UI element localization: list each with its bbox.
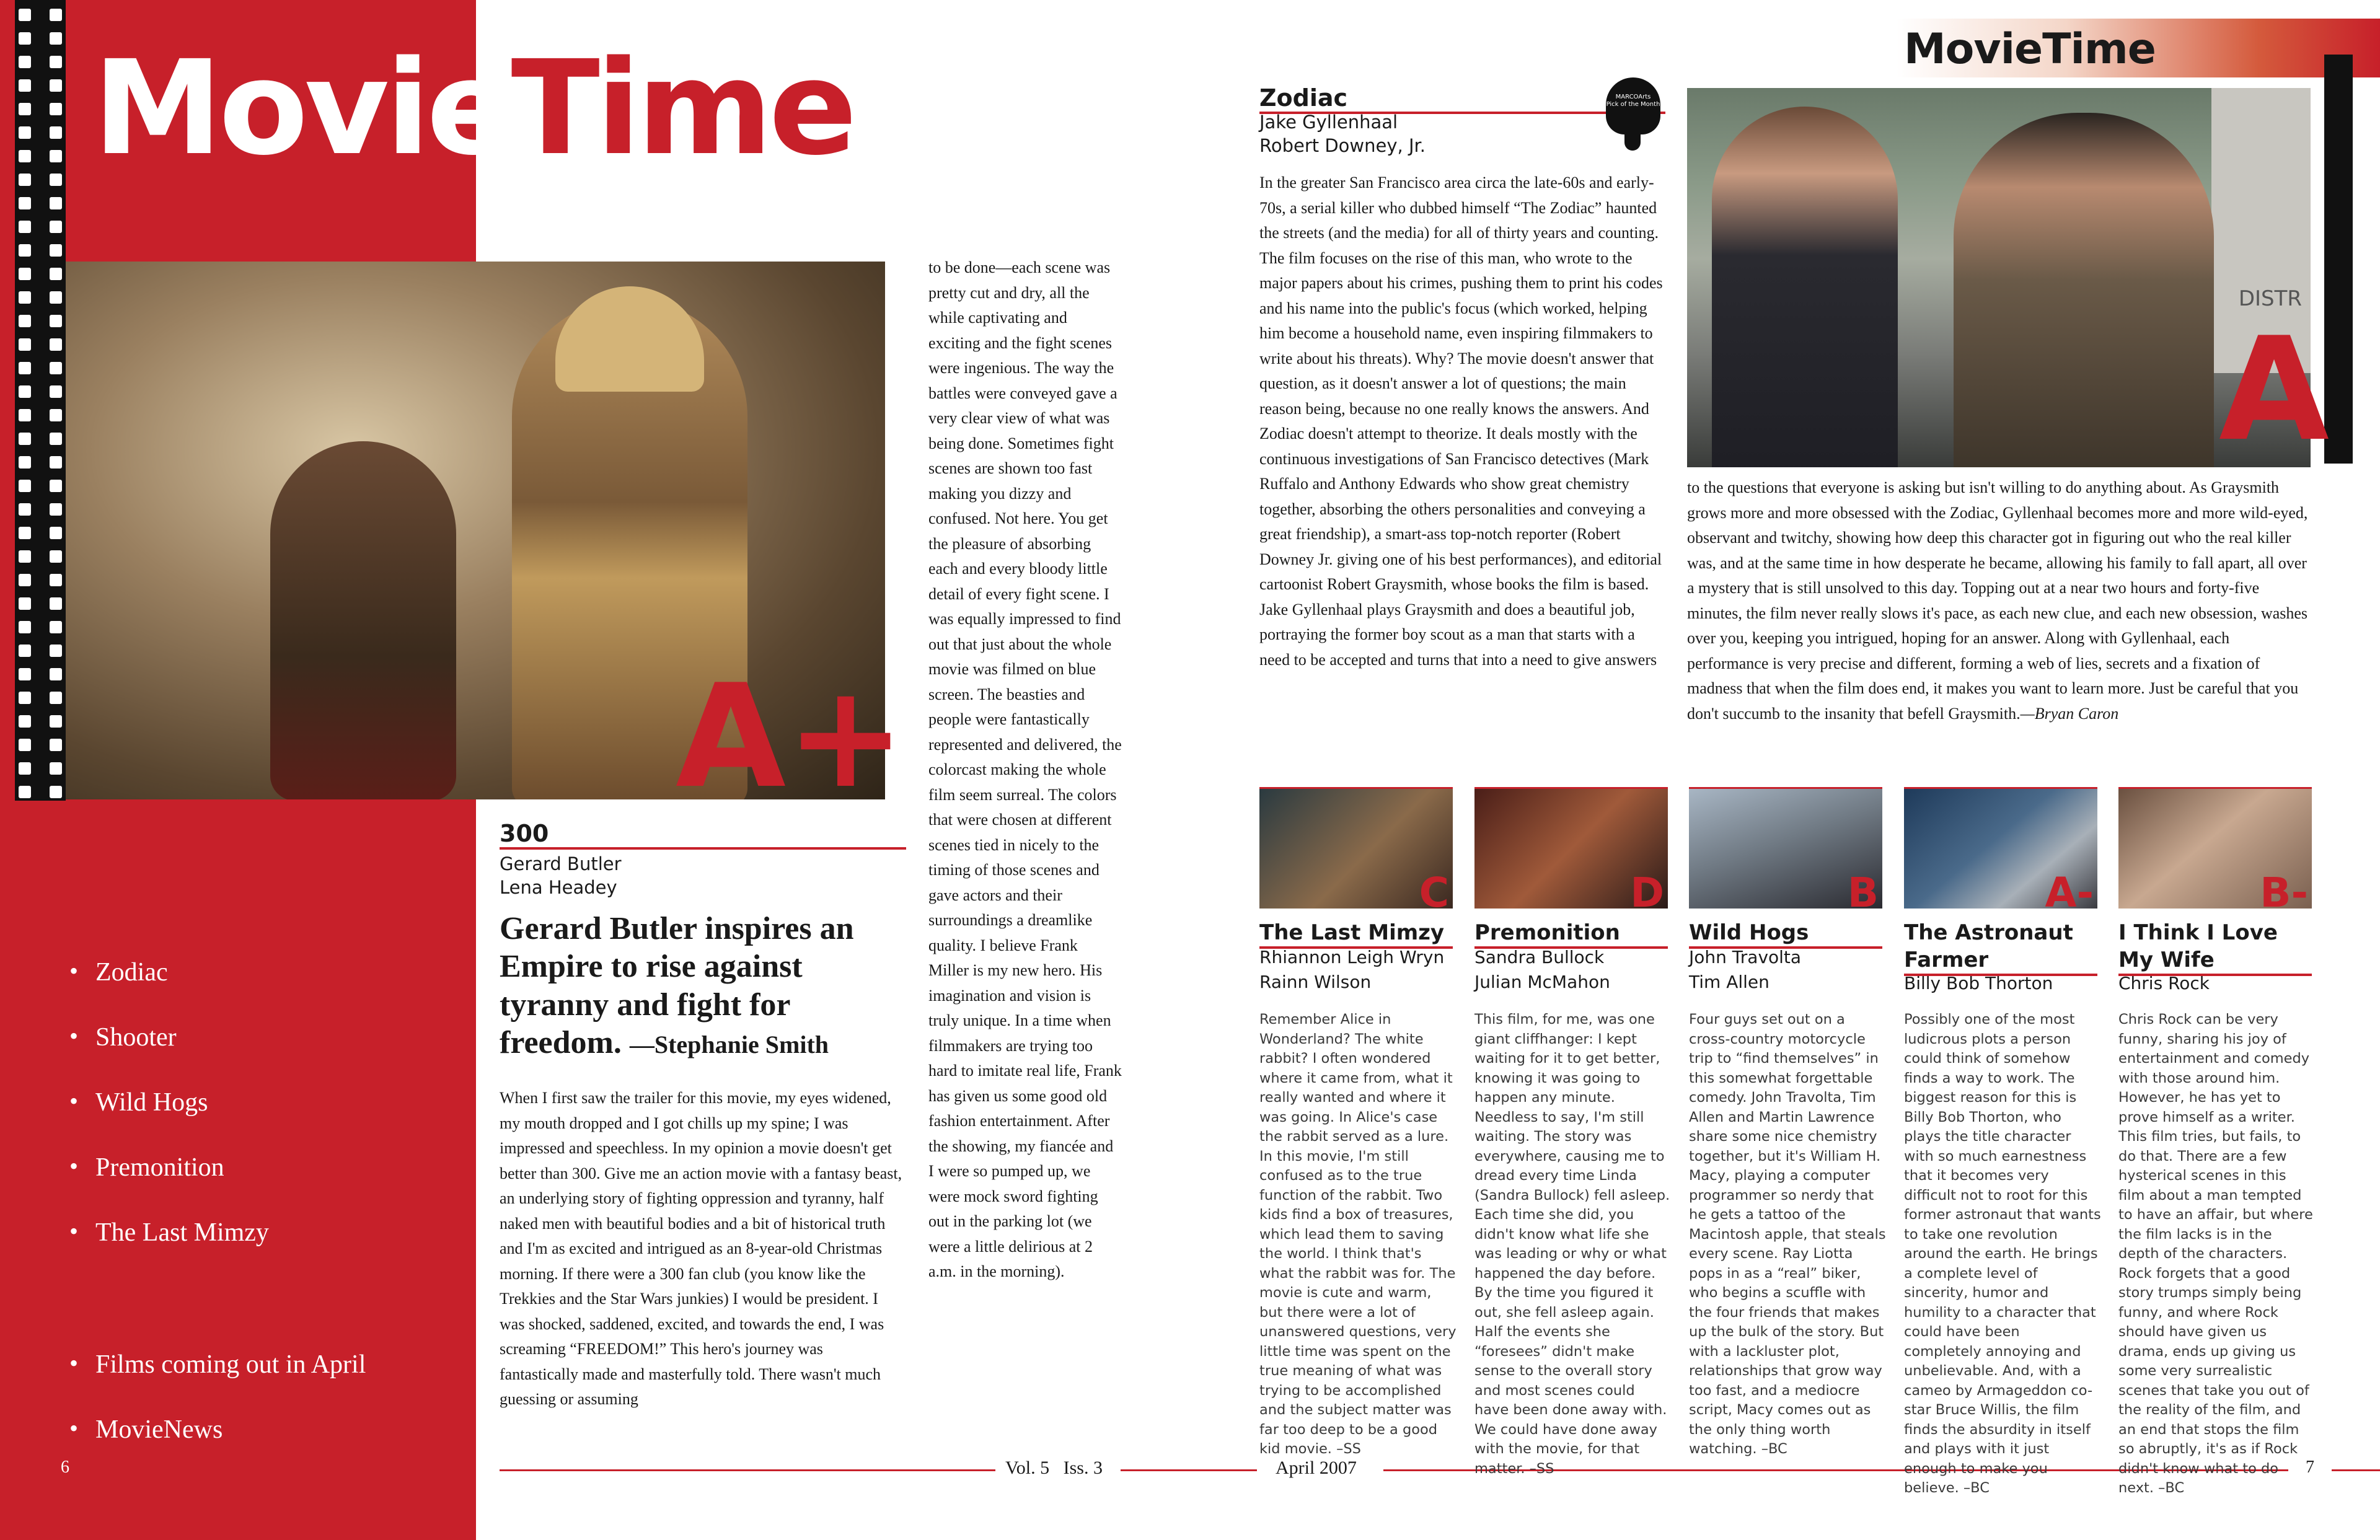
film-hole [19,56,31,68]
mini-review-grade: A- [2045,869,2094,909]
mini-review-body: This film, for me, was one giant cliffhanger: I kept waiting for it to get better, knowing it was going to happen any minute. Needless to say, I'm still waiting. The story was everywhere, causing me to dread every time Linda (Sandra Bullock) fell asleep. Each time she did, you didn't know what life she was leading or why or what happened the day before. By the time you figured it out, she fell asleep again. Half the events she “foresees” didn't make sense to the overall story and most scenes could have been done away with. We could have done away with the movie, for that matter. –SS [1474,1011,1670,1477]
mini-review-grade: B [1847,869,1879,909]
mini-review-cast [1689,945,1801,995]
mini-review-photo [1904,787,2097,909]
masthead-time: Time [511,32,854,184]
film-hole [50,126,62,139]
film-hole [50,315,62,327]
mini-review-photo [2118,787,2312,909]
mini-review-title: Wild Hogs [1689,919,1882,949]
mini-review-photo [1689,787,1882,909]
headline-300 [500,910,896,1062]
film-hole [19,715,31,728]
film-hole [19,597,31,610]
film-hole [19,550,31,563]
film-hole [19,174,31,186]
mini-review-photo [1474,787,1668,909]
sidebar-item-zodiac[interactable]: • Zodiac [69,957,269,1023]
badge-drip [1624,127,1641,151]
mini-review-cast [2118,971,2210,996]
footer-rule [2332,1469,2380,1471]
cast-line: Tim Allen [1689,971,1770,992]
header-movietime: MovieTime [1904,25,2156,74]
film-hole [50,480,62,492]
sidebar-item-wild-hogs[interactable]: • Wild Hogs [69,1088,269,1153]
film-hole [50,409,62,421]
film-hole [19,574,31,586]
film-hole [50,503,62,516]
cast-zodiac [1259,110,1426,158]
film-hole [19,762,31,775]
sidebar-item-premonition[interactable]: • Premonition [69,1153,269,1218]
footer-rule [500,1469,995,1471]
film-hole [19,197,31,209]
cast-line: Jake Gyllenhaal [1259,112,1398,133]
page-number-right: 7 [2306,1458,2314,1477]
film-hole [19,32,31,45]
mini-review-title: The Astronaut Farmer [1904,919,2097,976]
film-hole [50,527,62,539]
mini-review-grade: C [1419,869,1449,909]
sidebar-item-shooter[interactable]: • Shooter [69,1023,269,1088]
review-zodiac-column-1: In the greater San Francisco area circa the late-60s and early-70s, a serial killer who dubbed himself “The Zodiac” haunted the streets (and the media) for all of thirty years and counting. The film focuses on the rise of this man, who wrote to the major papers about his crimes, pushing them to print his codes and his name into the public's focus (which worked, helping him become a household name, even inspiring filmmakers to write about his threats). Why? The movie doesn't answer that question, as it doesn't answer a lot of questions; the main reason being, because no one really knows the answers. And Zodiac doesn't attempt to theorize. It deals mostly with the continuous investigations of San Francisco detectives (Mark Ruffalo and Anthony Edwards who show great chemistry together, absorbing the others personalities and conveying a great friendship), a smart-ass top-notch reporter (Robert Downey Jr. giving one of his best performances), and editorial cartoonist Robert Graysmith, whose books the film is based. Jake Gyllenhaal plays Graysmith and does a beautiful job, portraying the former boy scout as a man that starts with a need to be accepted and turns that into a need to give answers [1259,174,1663,669]
film-hole [50,174,62,186]
review-title-300: 300 [500,820,549,847]
sidebar-item-april-films[interactable]: • Films coming out in April [69,1350,366,1415]
sidebar-item-movienews[interactable]: • MovieNews [69,1415,366,1480]
film-hole [50,103,62,115]
title-bar-300 [500,821,906,850]
film-hole [19,9,31,21]
film-hole [19,409,31,421]
grade-zodiac: A [2219,307,2330,473]
cast-line: John Travolta [1689,947,1802,967]
mini-review-body: Four guys set out on a cross-country motorcycle trip to “find themselves” in this somewhat forgettable comedy. John Travolta, Tim Allen and Martin Lawrence share some nice chemistry together, but it's William H. Macy, playing a computer programmer so nerdy that he gets a tattoo of the Macintosh apple, that steals every scene. Ray Liotta pops in as a “real” biker, who begins a scuffle with the four friends that makes up the bulk of the story. But with a lackluster plot, relationships that grow way too fast, and a mediocre script, Macy comes out as the only thing worth watching. –BC [1689,1011,1886,1457]
film-hole [19,668,31,680]
film-hole [19,786,31,798]
film-hole [19,150,31,162]
film-hole [19,126,31,139]
film-hole [50,645,62,657]
film-hole [19,527,31,539]
film-hole [19,621,31,633]
cast-line: Robert Downey, Jr. [1259,135,1426,157]
film-hole [19,315,31,327]
headline-byline: —Stephanie Smith [629,1031,829,1059]
film-hole [50,9,62,21]
sidebar-list-reviews [69,957,269,1283]
sidebar-list-extras [69,1350,366,1480]
review-300-column-2: to be done—each scene was pretty cut and dry, all the while captivating and exciting and the fight scenes were ingenious. The way the battles were conveyed gave a very clear view of what was being done. Sometimes fight scenes are shown too fast making you dizzy and confused. Not here. You get the pleasure of absorbing each and every bloody little detail of every fight scene. I was equally impressed to find out that just about the whole movie was filmed on blue screen. The beasties and people were fantastically represented and delivered, the colorcast making the whole film seem surreal. The colors that were chosen at different scenes tied in nicely to the timing of those scenes and gave actors and their surroundings a dreamlike quality. I believe Frank Miller is my new hero. His imagination and vision is truly unique. In a time when filmmakers are trying too hard to imitate real life, Frank has given us some good old fashion entertainment. After the showing, my fiancée and I were so pumped up, we were mock sword fighting out in the parking lot (we were a little delirious at 2 a.m. in the morning). [928,258,1122,1280]
film-hole [19,221,31,233]
mini-review-title: I Think I Love My Wife [2118,919,2312,976]
badge-line: MARCOArts [1615,94,1651,100]
footer-rule [1121,1469,1257,1471]
photo-figure-leonidas [270,441,456,799]
photo-sign-text: DISTR [2238,286,2302,311]
film-hole [19,338,31,351]
film-hole [50,668,62,680]
pick-of-month-badge [1602,77,1664,151]
film-hole [50,550,62,563]
mini-review-photo [1259,787,1453,909]
review-zodiac-column-2 [1687,475,2313,726]
mini-review-body: Remember Alice in Wonderland? The white rabbit? I often wondered where it came from, what it really wanted and where it was going. In Alice's case the rabbit served as a lure. In this movie, I'm still confused as to the true function of the rabbit. Two kids find a box of treasures, which lead them to saving the world. I think that's what the rabbit was for. The movie is cute and warm, but there were a lot of unanswered questions, very little time was spent on the true meaning of what was trying to be accomplished and the subject matter was far too deep to be a good kid movie. –SS [1259,1011,1457,1457]
mini-review-cast [1259,945,1444,995]
grade-300: A+ [676,654,906,820]
review-300-column-1: When I first saw the trailer for this movie, my eyes widened, my mouth dropped and I got chills up my spine; I was impressed and speechless. In my opinion a movie doesn't get better than 300. Give me an action movie with a fantasy beast, an underlying story of fighting oppression and tyranny, half naked men with beautiful bodies and a bit of historical truth and I'm as excited and intrigued as an 8-year-old Christmas morning. If there were a 300 fan club (you know like the Trekkies and the Star Wars junkies) I would be president. I was shocked, saddened, excited, and towards the end, I was screaming “FREEDOM!” This hero's journey was fantastically made and masterfully told. There wasn't much guessing or assuming [500,1089,902,1408]
review-title-zodiac: Zodiac [1259,84,1348,112]
photo-zodiac [1687,88,2311,467]
footer-volume-label: Vol. 5 [1005,1458,1050,1478]
review-zodiac-column-2-text: to the questions that everyone is asking but isn't willing to do anything about. As Graysmith grows more and more obsessed with the Zodiac, Gyllenhaal becomes more and more wild-eyed, observant and twitchy, showing how deep this character got in figuring out who the real killer was, and at the same time in how desperate he became, allowing his family to fall apart, all over a mystery that is still unsolved to this day. Topping out at a near two hours and forty-five minutes, the film never really slows it's pace, as each new clue, and each new obsession, washes over you, keeping you intrigued, hoping for an answer. Along with Gyllenhaal, each performance is very precise and different, forming a web of lies, secrets and a fixation of madness that when the film does end, it makes you want to learn more. Just be careful that you don't succumb to the insanity that befell Graysmith. [1687,478,2308,723]
film-hole [50,221,62,233]
film-hole [19,244,31,257]
film-hole [19,385,31,398]
badge-text [1606,94,1660,108]
footer-issue-label: Iss. 3 [1063,1458,1103,1478]
cast-line: Billy Bob Thorton [1904,973,2053,993]
film-hole [50,786,62,798]
film-hole [50,197,62,209]
mini-review-cast [1904,971,2053,996]
footer-date: April 2007 [1276,1458,1357,1478]
film-hole [50,597,62,610]
film-hole [50,338,62,351]
film-hole [19,433,31,445]
page-number-left: 6 [61,1458,69,1477]
cast-line: Lena Headey [500,877,617,899]
mini-review-body: Possibly one of the most ludicrous plots a person could think of somehow finds a way to work. The biggest reason for this is Billy Bob Thorton, who plays the title character with so much earnestness that it becomes very difficult not to root for this former astronaut that wants to take one revolution around the earth. He brings a complete level of sincerity, humor and humility to a character that could have been completely annoying and unbelievable. And, with a cameo by Armageddon co-star Bruce Willis, the film finds the absurdity in itself and plays with it just enough to make you believe. –BC [1904,1011,2101,1496]
photo-figure-gyllenhaal [1712,107,1898,467]
film-hole [50,456,62,469]
mini-review-grade: B- [2260,869,2308,909]
film-hole [19,645,31,657]
film-hole [19,268,31,280]
film-hole [50,385,62,398]
film-hole [50,56,62,68]
film-hole [50,715,62,728]
film-hole [50,762,62,775]
film-hole [50,739,62,751]
mini-review-cast [1474,945,1610,995]
film-hole [19,480,31,492]
cast-line: Gerard Butler [500,853,622,874]
film-hole [19,692,31,704]
film-strip-left [15,0,66,801]
photo-figure-ruffalo [1954,113,2214,467]
film-hole [19,362,31,374]
mini-review-grade: D [1630,869,1664,909]
mini-review-body: Chris Rock can be very funny, sharing his joy of entertainment and comedy with those around him. However, he has yet to prove himself as a writer. This film tries, but fails, to do that. There are a few hysterical scenes in this film about a man tempted to have an affair, but where the film lacks is in the depth of the characters. Rock forgets that a good story trumps simply being funny, and where Rock should have given us drama, ends up giving us some very surrealistic scenes that take you out of the reality of the film, and an end that stops the film so abruptly, it's as if Rock didn't know what to do next. –BC [2118,1011,2313,1496]
headline-text: Gerard Butler inspires an Empire to rise against tyranny and fight for freedom. [500,911,854,1061]
cast-line: Sandra Bullock [1474,947,1605,967]
film-hole [19,503,31,516]
footer-volume [1005,1458,1103,1479]
film-hole [50,79,62,92]
cast-line: Rainn Wilson [1259,971,1372,992]
cast-300 [500,852,622,900]
film-hole [19,456,31,469]
cast-line: Rhiannon Leigh Wryn [1259,947,1445,967]
review-zodiac-signature: —Bryan Caron [2020,704,2119,723]
film-hole [50,268,62,280]
badge-line: Pick of the Month [1606,101,1660,108]
film-hole [50,621,62,633]
sidebar-item-last-mimzy[interactable]: • The Last Mimzy [69,1218,269,1283]
film-hole [19,79,31,92]
cast-line: Julian McMahon [1474,971,1610,992]
film-hole [50,692,62,704]
film-hole [19,739,31,751]
film-hole [19,103,31,115]
film-hole [19,291,31,304]
film-hole [50,244,62,257]
film-hole [50,362,62,374]
film-hole [50,291,62,304]
film-hole [50,32,62,45]
masthead [93,32,854,184]
mini-review-title: The Last Mimzy [1259,919,1453,949]
cast-line: Chris Rock [2118,973,2210,993]
mini-review-title: Premonition [1474,919,1668,949]
photo-figure-xerxes-head [555,286,704,392]
masthead-movie: Movie [93,32,511,184]
film-hole [50,433,62,445]
film-hole [50,574,62,586]
film-hole [50,150,62,162]
